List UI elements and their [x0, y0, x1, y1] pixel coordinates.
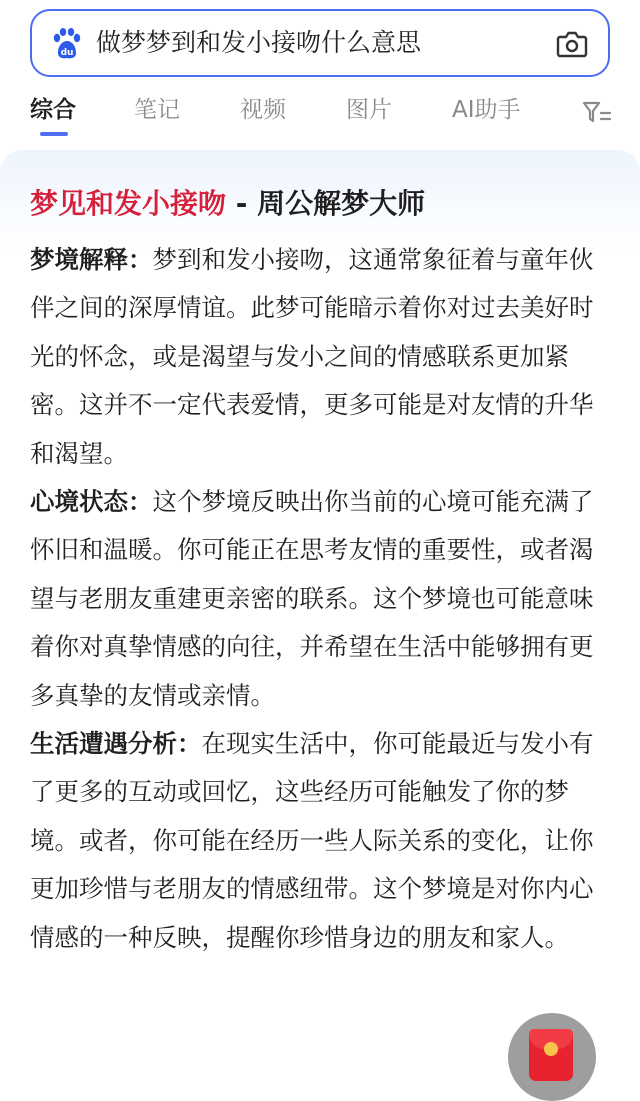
- red-envelope-icon: [529, 1029, 573, 1081]
- camera-icon[interactable]: [556, 29, 588, 59]
- paragraph-text: 梦到和发小接吻，这通常象征着与童年伙伴之间的深厚情谊。此梦可能暗示着你对过去美好时光的怀念，或是渴望与发小之间的情感联系更加紧密。这并不一定代表爱情，更多可能是对友情的升华和渴望。: [30, 245, 594, 468]
- paragraph-label: 生活遭遇分析：: [30, 729, 202, 759]
- paragraph-mood-state: [30, 478, 612, 720]
- paragraph-dream-explanation: [30, 236, 612, 478]
- paragraph-label: 心境状态：: [30, 487, 153, 517]
- baidu-paw-icon: [50, 27, 84, 61]
- paragraph-label: 梦境解释：: [30, 245, 153, 274]
- svg-text:du: du: [60, 48, 74, 58]
- tab-notes[interactable]: 笔记: [134, 97, 180, 123]
- tab-bar: [0, 88, 640, 136]
- result-title[interactable]: [30, 184, 425, 224]
- tab-all[interactable]: 综合: [30, 97, 76, 123]
- paragraph-life-analysis: [30, 720, 612, 962]
- tab-images[interactable]: 图片: [346, 97, 392, 123]
- search-input[interactable]: 做梦梦到和发小接吻什么意思: [96, 28, 422, 57]
- filter-icon[interactable]: [582, 100, 612, 126]
- tab-ai-assistant[interactable]: AI助手: [452, 97, 521, 123]
- paragraph-text: 这个梦境反映出你当前的心境可能充满了怀旧和温暖。你可能正在思考友情的重要性，或者渴望与老朋友重建更亲密的联系。这个梦境也可能意味着你对真挚情感的向往，并希望在生活中能够拥有更多真挚的友情或亲情。: [30, 487, 594, 710]
- active-tab-indicator: [40, 132, 68, 136]
- red-envelope-button[interactable]: [508, 1013, 596, 1101]
- search-box[interactable]: [30, 9, 610, 77]
- result-title-highlight: 梦见和发小接吻: [30, 187, 227, 220]
- tab-videos[interactable]: 视频: [240, 97, 286, 123]
- paragraph-text: 在现实生活中，你可能最近与发小有了更多的互动或回忆，这些经历可能触发了你的梦境。或者，你可能在经历一些人际关系的变化，让你更加珍惜与老朋友的情感纽带。这个梦境是对你内心情感的一种反映，提醒你珍惜身边的朋友和家人。: [30, 729, 594, 952]
- result-body: [30, 236, 612, 962]
- result-title-source: - 周公解梦大师: [226, 187, 426, 220]
